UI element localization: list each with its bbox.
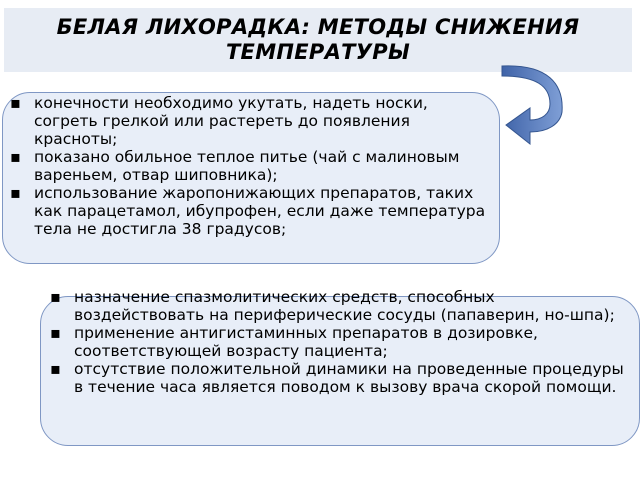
methods-list-2 (46, 288, 626, 396)
list-item: ▪ показано обильное теплое питье (чай с малиновым вареньем, отвар шиповника); (6, 148, 496, 184)
methods-list-1 (6, 94, 496, 238)
list-item: ▪ применение антигистаминных препаратов в дозировке, соответствующей возрасту пациента; (46, 324, 626, 360)
curved-arrow-icon (500, 62, 570, 152)
list-item: ▪ конечности необходимо укутать, надеть носки, согреть грелкой или растереть до появления красноты; (6, 94, 496, 148)
list-item: ▪ отсутствие положительной динамики на проведенные процедуры в течение часа является поводом к вызову врача скорой помощи. (46, 360, 626, 396)
slide-title: БЕЛАЯ ЛИХОРАДКА: МЕТОДЫ СНИЖЕНИЯ ТЕМПЕРАТУРЫ (56, 15, 580, 64)
list-item: ▪ использование жаропонижающих препаратов, таких как парацетамол, ибупрофен, если даже температура тела не достигла 38 градусов; (6, 184, 496, 238)
list-item: ▪ назначение спазмолитических средств, способных воздействовать на периферические сосуды (папаверин, но-шпа); (46, 288, 626, 324)
